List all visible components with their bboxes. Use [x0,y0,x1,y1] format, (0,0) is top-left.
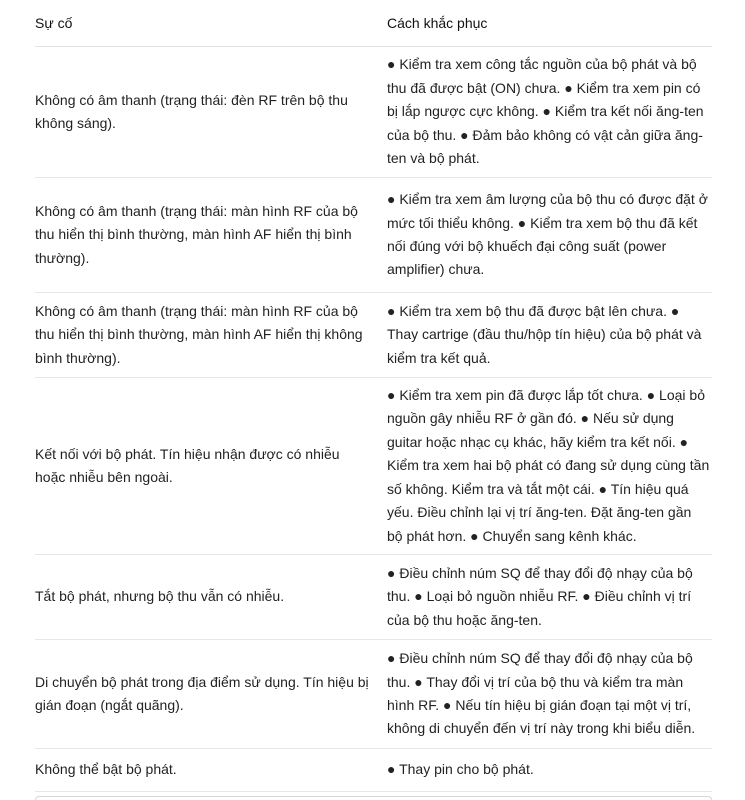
fix-cell: ● Kiểm tra xem công tắc nguồn của bộ phát và bộ thu đã được bật (ON) chưa. ● Kiểm tra xem pin có bị lắp ngược cực không. ● Kiểm tra kết nối ăng-ten của bộ thu. ● Đảm bảo không có vật cản giữa ăng-ten và bộ phát. [387,47,712,178]
table-row [35,749,712,792]
issue-cell: Không thể bật bộ phát. [35,749,387,792]
troubleshooting-table [35,0,712,792]
next-block-edge [35,796,712,800]
fix-cell: ● Kiểm tra xem pin đã được lắp tốt chưa. ● Loại bỏ nguồn gây nhiễu RF ở gần đó. ● Nếu sử dụng guitar hoặc nhạc cụ khác, hãy kiểm tra kết nối. ● Kiểm tra xem hai bộ phát có đang sử dụng cùng tần số không. Kiểm tra và tắt một cái. ● Tín hiệu quá yếu. Điều chỉnh lại vị trí ăng-ten. Đặt ăng-ten gần bộ phát hơn. ● Chuyển sang kênh khác. [387,378,712,555]
issue-cell: Không có âm thanh (trạng thái: đèn RF trên bộ thu không sáng). [35,47,387,178]
issue-cell: Kết nối với bộ phát. Tín hiệu nhận được có nhiễu hoặc nhiễu bên ngoài. [35,378,387,555]
header-fix: Cách khắc phục [387,0,712,47]
table-row [35,555,712,640]
issue-cell: Không có âm thanh (trạng thái: màn hình RF của bộ thu hiển thị bình thường, màn hình AF hiển thị bình thường). [35,178,387,293]
table-header-row [35,0,712,47]
header-issue: Sự cố [35,0,387,47]
fix-cell: ● Điều chỉnh núm SQ để thay đổi độ nhạy của bộ thu. ● Loại bỏ nguồn nhiễu RF. ● Điều chỉnh vị trí của bộ thu hoặc ăng-ten. [387,555,712,640]
issue-cell: Di chuyển bộ phát trong địa điểm sử dụng. Tín hiệu bị gián đoạn (ngắt quãng). [35,640,387,749]
fix-cell: ● Thay pin cho bộ phát. [387,749,712,792]
fix-cell: ● Kiểm tra xem âm lượng của bộ thu có được đặt ở mức tối thiểu không. ● Kiểm tra xem bộ thu đã kết nối đúng với bộ khuếch đại công suất (power amplifier) chưa. [387,178,712,293]
table-row [35,293,712,378]
table-row [35,47,712,178]
fix-cell: ● Điều chỉnh núm SQ để thay đổi độ nhạy của bộ thu. ● Thay đổi vị trí của bộ thu và kiểm tra màn hình RF. ● Nếu tín hiệu bị gián đoạn tại một vị trí, không di chuyển đến vị trí này trong khi biểu diễn. [387,640,712,749]
table-row [35,378,712,555]
fix-cell: ● Kiểm tra xem bộ thu đã được bật lên chưa. ● Thay cartrige (đầu thu/hộp tín hiệu) của bộ phát và kiểm tra kết quả. [387,293,712,378]
table-row [35,178,712,293]
table-row [35,640,712,749]
issue-cell: Không có âm thanh (trạng thái: màn hình RF của bộ thu hiển thị bình thường, màn hình AF hiển thị không bình thường). [35,293,387,378]
issue-cell: Tắt bộ phát, nhưng bộ thu vẫn có nhiễu. [35,555,387,640]
